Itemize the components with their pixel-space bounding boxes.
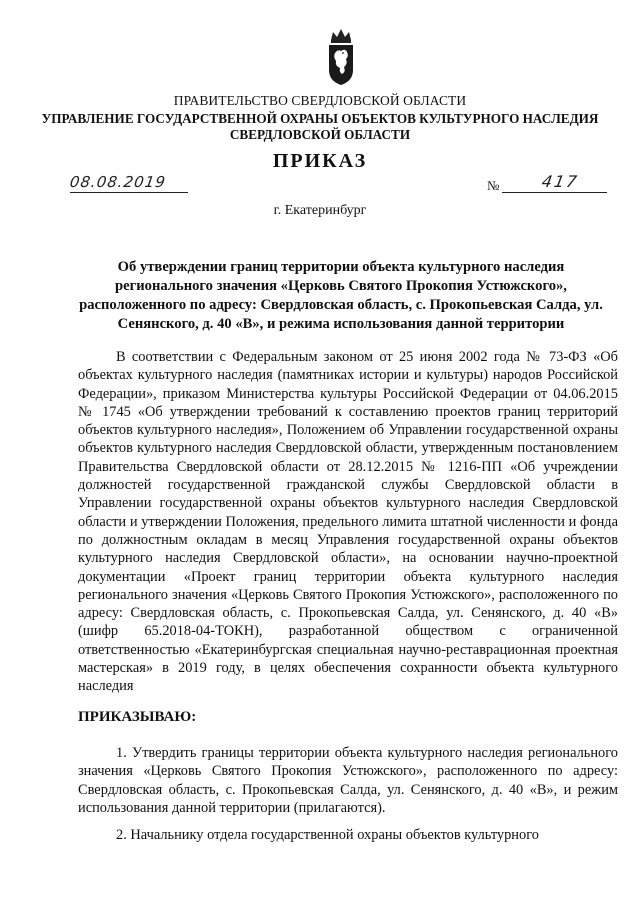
- department-name-line1: УПРАВЛЕНИЕ ГОСУДАРСТВЕННОЙ ОХРАНЫ ОБЪЕКТОВ КУЛЬТУРНОГО НАСЛЕДИЯ: [41, 111, 599, 126]
- order-heading: ПРИКАЗЫВАЮ:: [78, 709, 197, 725]
- order-item-1: 1. Утвердить границы территории объекта культурного наследия регионального значения «Церковь Святого Прокопия Устюжского», расположенного по адресу: Свердловская область, с. Прокопьевская Салда, ул. Сенянского, д. 40 «В», и режим использования данной территории (прилагаются).: [78, 745, 618, 816]
- document-subject: Об утверждении границ территории объекта культурного наследия регионального значения «Церковь Святого Прокопия Устюжского», расположенного по адресу: Свердловская область, с. Прокопьевская Салда, ул. Сенянского, д. 40 «В», и режима использования данной территории: [79, 259, 603, 332]
- department-name-line2: СВЕРДЛОВСКОЙ ОБЛАСТИ: [229, 127, 411, 142]
- department-name: [0, 111, 640, 143]
- order-item-2: 2. Начальнику отдела государственной охраны объектов культурного: [116, 827, 539, 843]
- date-field: [70, 170, 188, 193]
- city: г. Екатеринбург: [273, 203, 367, 218]
- coat-of-arms-icon: [326, 26, 356, 86]
- handwritten-date: 08.08.2019: [68, 173, 168, 191]
- government-name: ПРАВИТЕЛЬСТВО СВЕРДЛОВСКОЙ ОБЛАСТИ: [173, 93, 467, 108]
- document-type: ПРИКАЗ: [272, 150, 368, 172]
- preamble-paragraph: В соответствии с Федеральным законом от 25 июня 2002 года № 73-ФЗ «Об объектах культурного наследия (памятниках истории и культуры) народов Российской Федерации», приказом Министерства культуры Российской Федерации от 04.06.2015 № 1745 «Об утверждении требований к составлению проектов границ территорий объектов культурного наследия», Положением об Управлении государственной охраны объектов культурного наследия Свердловской области, утвержденным постановлением Правительства Свердловской области от 28.12.2015 № 1216-ПП «Об учреждении должностей государственной гражданской службы Свердловской области в Управлении государственной охраны объектов культурного наследия Свердловской области и утверждении Положения, предельного лимита штатной численности и фонда по должностным окладам в месяц Управления государственной охраны объектов культурного наследия Свердловской области», на основании научно-проектной документации «Проект границ территории объекта культурного наследия регионального значения «Церковь Святого Прокопия Устюжского», расположенного по адресу: Свердловская область, с. Прокопьевская Салда, ул. Сенянского, д. 40 «В» (шифр 65.2018-04-ТОКН), разработанной обществом с ограниченной ответственностью «Екатеринбургская специальная научно-реставрационная проектная мастерская» в 2019 году, в целях обеспечения сохранности объекта культурного наследия: [78, 349, 618, 695]
- handwritten-number: 417: [540, 172, 581, 191]
- number-field: [502, 170, 607, 193]
- number-label: №: [487, 178, 500, 193]
